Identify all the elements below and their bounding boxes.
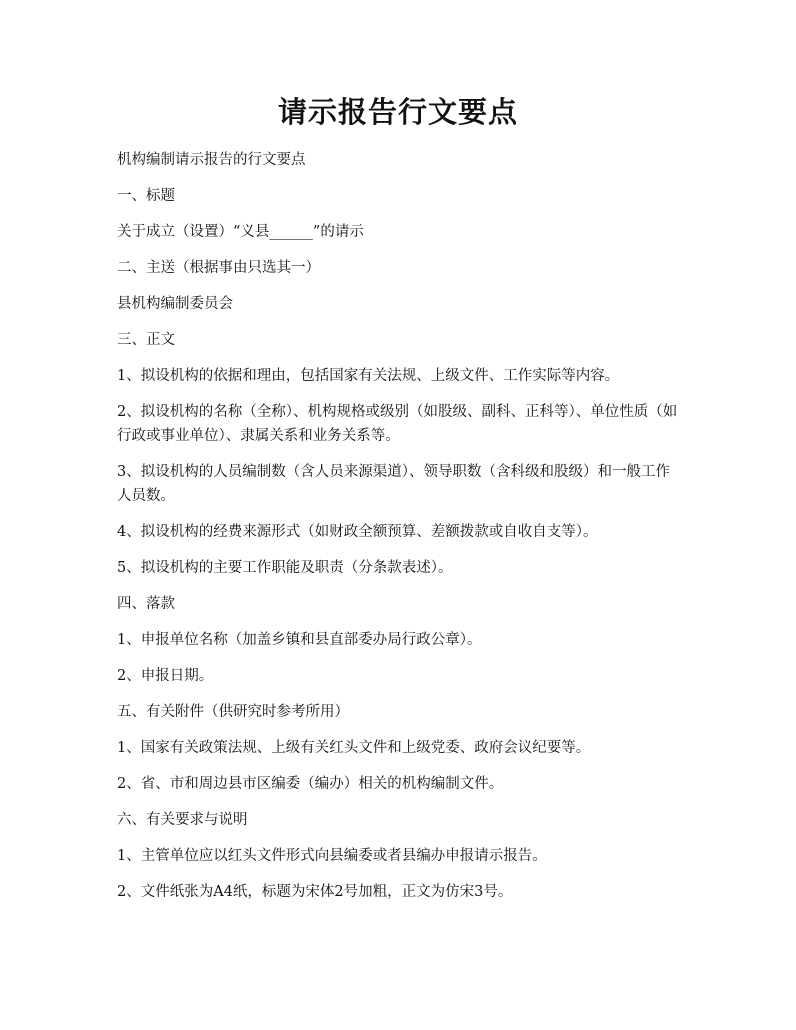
list-item: 1、申报单位名称（加盖乡镇和县直部委办局行政公章）。 [117,632,482,648]
section-heading-body: 三、正文 [117,332,175,348]
document-title: 请示报告行文要点 [277,95,518,129]
paragraph-title-template: 关于成立（设置）“义县______”的请示 [117,224,364,240]
list-item: 4、拟设机构的经费来源形式（如财政全额预算、差额拨款或自收自支等）。 [117,524,598,540]
section-heading-signature: 四、落款 [117,596,175,612]
list-item: 2、省、市和周边县市区编委（编办）相关的机构编制文件。 [117,776,504,792]
list-item: 1、拟设机构的依据和理由，包括国家有关法规、上级文件、工作实际等内容。 [117,368,620,384]
list-item: 1、国家有关政策法规、上级有关红头文件和上级党委、政府会议纪要等。 [117,740,591,756]
list-item: 1、主管单位应以红头文件形式向县编委或者县编办申报请示报告。 [117,848,547,864]
section-heading-attachments: 五、有关附件（供研究时参考所用） [117,704,349,720]
list-item: 3、拟设机构的人员编制数（含人员来源渠道）、领导职数（含科级和股级）和一般工作人员数。 [117,464,670,504]
list-item: 2、拟设机构的名称（全称）、机构规格或级别（如股级、副科、正科等）、单位性质（如行政或事业单位）、隶属关系和业务关系等。 [117,404,678,444]
paragraph-intro: 机构编制请示报告的行文要点 [117,152,306,168]
paragraph-recipient: 县机构编制委员会 [117,296,233,312]
section-heading-recipient: 二、主送（根据事由只选其一） [117,260,320,276]
list-item: 2、申报日期。 [117,668,214,684]
list-item: 2、文件纸张为A4纸，标题为宋体2号加粗，正文为仿宋3号。 [117,884,513,900]
section-heading-title: 一、标题 [117,188,175,204]
document-body [117,148,682,916]
list-item: 5、拟设机构的主要工作职能及职责（分条款表述）。 [117,560,453,576]
section-heading-requirements: 六、有关要求与说明 [117,812,248,828]
